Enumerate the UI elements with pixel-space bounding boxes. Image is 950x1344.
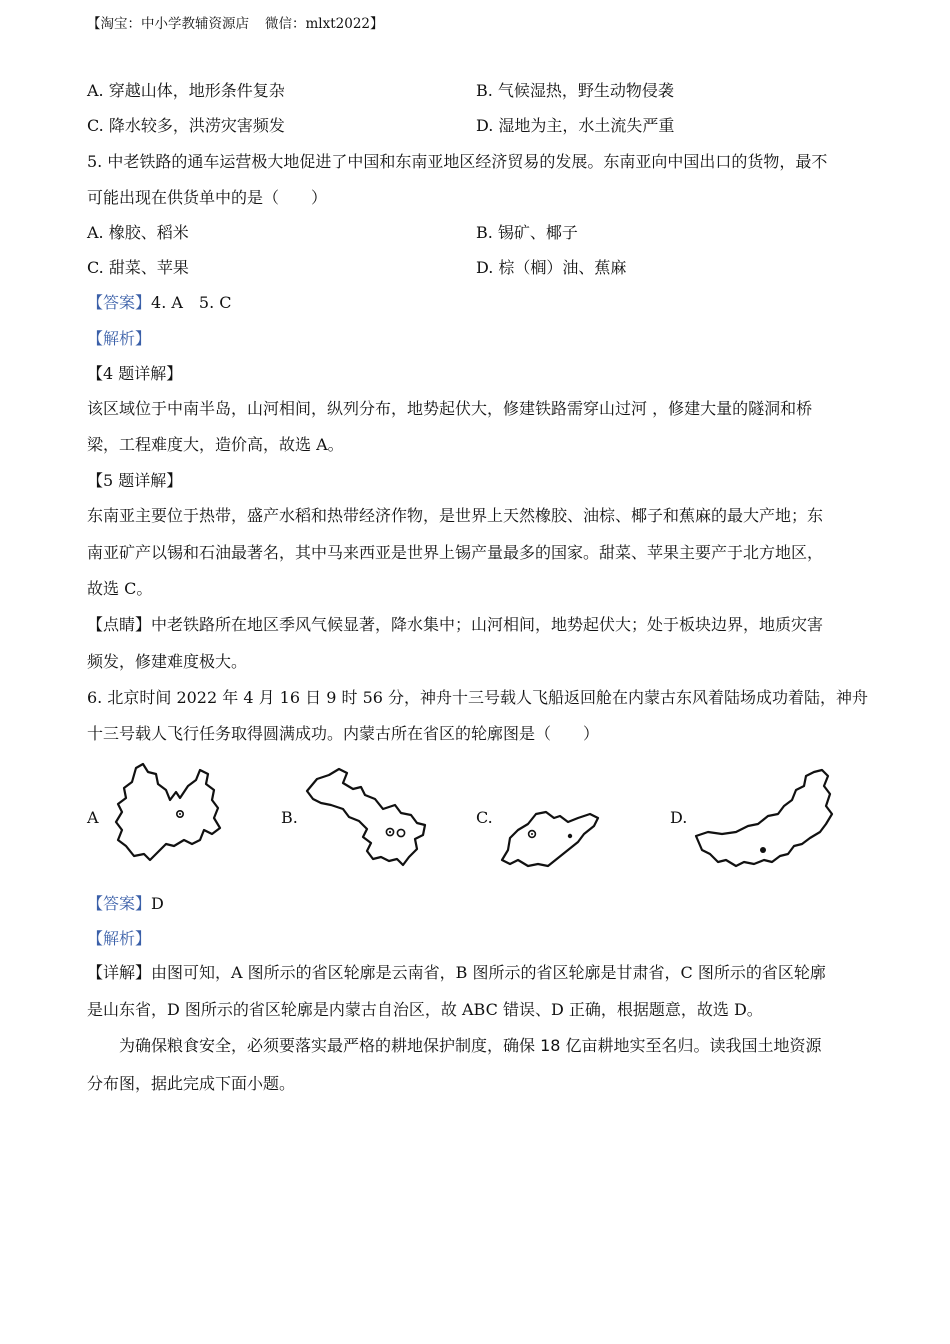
answer-6-text: D: [151, 894, 164, 913]
passage-line2: 分布图，据此完成下面小题。: [87, 1074, 296, 1093]
answer-45: [87, 292, 232, 314]
q4-option-b: B. 气候湿热，野生动物侵袭: [476, 81, 674, 100]
q6-stem-line2: 十三号载人飞行任务取得圆满成功。内蒙古所在省区的轮廓图是（ ）: [87, 724, 600, 743]
answer-6: [87, 893, 164, 915]
q5-stem-line1: 5. 中老铁路的通车运营极大地促进了中国和东南亚地区经济贸易的发展。东南亚向中国出口的货物，最不: [87, 152, 828, 171]
q5-option-a: A. 橡胶、稻米: [87, 223, 189, 242]
answer-6-tag: 【答案】: [87, 894, 152, 913]
q4-option-a: A. 穿越山体，地形条件复杂: [87, 81, 285, 100]
q6-option-c-label: C.: [476, 808, 493, 827]
detail-5-line2: 南亚矿产以锡和石油最著名，其中马来西亚是世界上锡产量最多的国家。甜菜、苹果主要产于北方地区，: [87, 543, 824, 562]
detail-6-line1: 【详解】由图可知，A 图所示的省区轮廓是云南省，B 图所示的省区轮廓是甘肃省，C 图所示的省区轮廓: [87, 963, 826, 982]
q5-stem-line2: 可能出现在供货单中的是（ ）: [87, 188, 328, 207]
detail-5-line3: 故选 C。: [87, 579, 153, 598]
q4-option-c: C. 降水较多，洪涝灾害频发: [87, 116, 285, 135]
answer-tag: 【答案】: [87, 293, 152, 312]
analysis-tag-6: 【解析】: [87, 929, 152, 948]
shandong-outline-map: [498, 808, 602, 870]
detail-4-line1: 该区域位于中南半岛，山河相间，纵列分布，地势起伏大，修建铁路需穿山过河 ，修建大量的隧洞和桥: [87, 399, 813, 418]
q6-stem-line1: 6. 北京时间 2022 年 4 月 16 日 9 时 56 分，神舟十三号载人飞船返回舱在内蒙古东风着陆场成功着陆，神舟: [87, 688, 869, 707]
q6-option-a-label: A: [87, 808, 99, 827]
inner-mongolia-outline-map: [692, 766, 838, 874]
pointer-line1: 【点睛】中老铁路所在地区季风气候显著，降水集中；山河相间，地势起伏大；处于板块边界，地质灾害: [87, 615, 824, 634]
page-header: [87, 12, 384, 32]
passage-line1: 为确保粮食安全，必须要落实最严格的耕地保护制度，确保 18 亿亩耕地实至名归。读我国土地资源: [87, 1036, 822, 1055]
q5-option-c: C. 甜菜、苹果: [87, 258, 189, 277]
header-shop: 【淘宝：中小学教辅资源店: [87, 16, 249, 32]
detail-4-line2: 梁，工程难度大，造价高，故选 A。: [87, 435, 344, 454]
header-wechat: 微信：mlxt2022】: [265, 16, 384, 32]
gansu-outline-map: [303, 765, 431, 869]
q6-option-b-label: B.: [281, 808, 298, 827]
detail-6-line2: 是山东省，D 图所示的省区轮廓是内蒙古自治区，故 ABC 错误、D 正确，根据题意，故选 D。: [87, 1000, 763, 1019]
yunnan-outline-map: [108, 760, 226, 866]
detail-4-tag: 【4 题详解】: [87, 364, 183, 383]
q4-option-d: D. 湿地为主，水土流失严重: [476, 116, 675, 135]
pointer-line2: 频发，修建难度极大。: [87, 652, 248, 671]
q5-option-d: D. 棕（榈）油、蕉麻: [476, 258, 627, 277]
q5-option-b: B. 锡矿、椰子: [476, 223, 578, 242]
detail-5-tag: 【5 题详解】: [87, 471, 183, 490]
answer-text: 4. A 5. C: [151, 293, 232, 312]
detail-5-line1: 东南亚主要位于热带，盛产水稻和热带经济作物，是世界上天然橡胶、油棕、椰子和蕉麻的最大产地；东: [87, 506, 824, 525]
q6-option-d-label: D.: [670, 808, 688, 827]
analysis-tag-45: 【解析】: [87, 329, 152, 348]
